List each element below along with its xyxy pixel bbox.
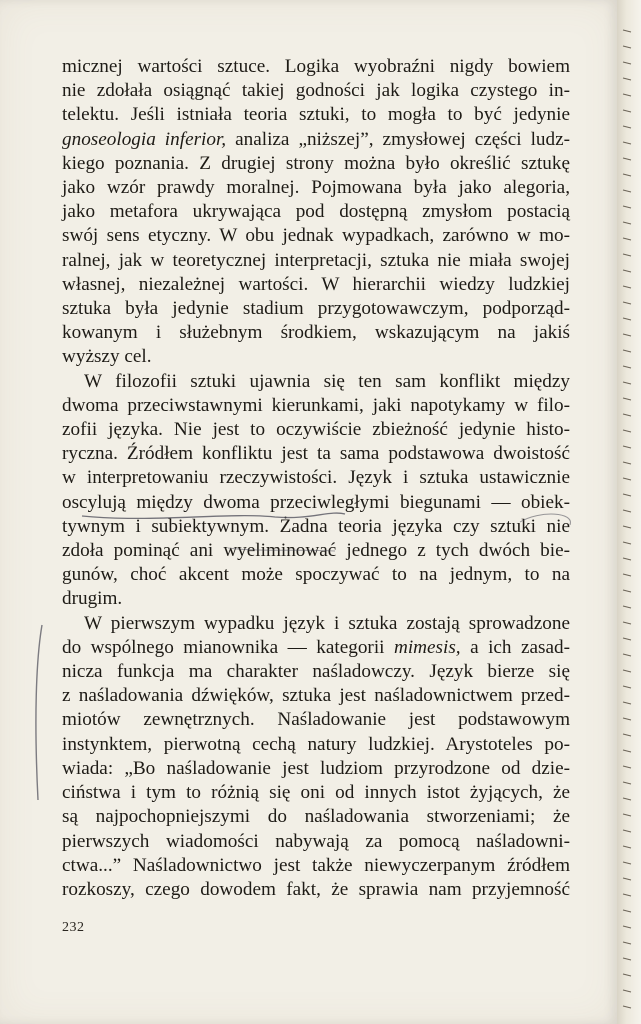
- stitch-mark: [623, 782, 631, 784]
- text-line: do wspólnego mianownika — kategorii mimesis, a ich zasad-: [62, 636, 570, 658]
- pencil-bracket-left-margin: [36, 625, 42, 800]
- stitch-mark: [623, 830, 631, 832]
- text-line: wyższy cel.: [62, 346, 152, 368]
- stitch-mark: [623, 702, 631, 704]
- text-line: ralnej, jak w teoretycznej interpretacji, sztuka nie miała swojej: [62, 249, 570, 271]
- stitch-mark: [623, 590, 631, 592]
- stitch-mark: [623, 318, 631, 320]
- text-line: zdoła pominąć ani wyeliminować jednego z tych dwóch bie-: [62, 540, 570, 562]
- stitch-mark: [623, 926, 631, 928]
- stitch-mark: [623, 478, 631, 480]
- text-line: w interpretowaniu rzeczywistości. Język i sztuka ustawicznie: [62, 467, 570, 489]
- stitch-mark: [623, 382, 631, 384]
- text-line: nicza funkcja ma charakter naśladowczy. Język bierze się: [62, 661, 570, 683]
- stitch-mark: [623, 46, 631, 48]
- text-line: instynktem, pierwotną cechą natury ludzkiej. Arystoteles po-: [62, 733, 570, 755]
- stitch-mark: [623, 814, 631, 816]
- stitch-mark: [623, 270, 631, 272]
- stitch-mark: [623, 910, 631, 912]
- text-line: własnej, niezależnej wartości. W hierarchii wiedzy ludzkiej: [62, 273, 570, 295]
- stitch-mark: [623, 206, 631, 208]
- stitch-mark: [623, 958, 631, 960]
- text-line: rozkoszy, czego dowodem fakt, że sprawia nam przyjemność: [62, 878, 570, 900]
- stitch-mark: [623, 654, 631, 656]
- text-line: wiada: „Bo naśladowanie jest ludziom przyrodzone od dzie-: [62, 757, 570, 779]
- text-line: zofii języka. Nie jest to oczywiście zbieżność jedynie histo-: [62, 419, 570, 441]
- stitch-mark: [623, 286, 631, 288]
- text-line: nie zdołała osiągnąć takiej godności jak logika czystego in-: [62, 80, 570, 102]
- text-line: oscylują między dwoma przeciwległymi biegunami — obiek-: [62, 491, 570, 513]
- stitch-mark: [623, 174, 631, 176]
- stitch-mark: [623, 110, 631, 112]
- text-line: sztuka była jedynie stadium przygotowawczym, podporząd-: [62, 298, 570, 320]
- stitch-mark: [623, 558, 631, 560]
- stitch-mark: [623, 750, 631, 752]
- page-number: 232: [62, 920, 85, 935]
- text-line: W filozofii sztuki ujawnia się ten sam konflikt między: [84, 370, 570, 392]
- stitch-mark: [623, 446, 631, 448]
- stitch-mark: [623, 990, 631, 992]
- stitch-mark: [623, 30, 631, 32]
- stitch-mark: [623, 350, 631, 352]
- stitch-mark: [623, 302, 631, 304]
- text-line: jako metafora ukrywająca pod dostępną zmysłom postacią: [62, 201, 570, 223]
- stitch-mark: [623, 334, 631, 336]
- stitch-mark: [623, 414, 631, 416]
- stitch-mark: [623, 462, 631, 464]
- stitch-mark: [623, 494, 631, 496]
- text-line: jako wzór prawdy moralnej. Pojmowana była jako alegoria,: [62, 177, 570, 199]
- stitch-mark: [623, 974, 631, 976]
- text-line: micznej wartości sztuce. Logika wyobraźni nigdy bowiem: [62, 56, 570, 77]
- stitch-mark: [623, 862, 631, 864]
- stitch-mark: [623, 1006, 631, 1008]
- stitch-mark: [623, 398, 631, 400]
- stitch-mark: [623, 894, 631, 896]
- stitch-mark: [623, 430, 631, 432]
- text-line: pierwszych wiadomości nabywają za pomocą naśladowni-: [62, 830, 570, 852]
- stitch-mark: [623, 622, 631, 624]
- stitch-mark: [623, 526, 631, 528]
- stitch-mark: [623, 190, 631, 192]
- text-line: kowanym i służebnym środkiem, wskazującym na jakiś: [62, 322, 570, 344]
- stitch-mark: [623, 94, 631, 96]
- stitch-mark: [623, 126, 631, 128]
- text-line: ctwa...” Naśladownictwo jest także niewyczerpanym źródłem: [62, 854, 570, 876]
- stitch-mark: [623, 222, 631, 224]
- text-line: gnoseologia inferior, analiza „niższej”, zmysłowej części ludz-: [62, 128, 570, 150]
- text-line: z naśladowania dźwięków, sztuka jest naśladownictwem przed-: [62, 685, 570, 707]
- text-line: dwoma przeciwstawnymi kierunkami, jaki napotykamy w filo-: [62, 394, 570, 416]
- text-line: są najpochopniejszymi do naśladowania stworzeniami; że: [62, 806, 570, 828]
- stitch-mark: [623, 366, 631, 368]
- stitch-mark: [623, 766, 631, 768]
- stitch-mark: [623, 510, 631, 512]
- stitch-mark: [623, 878, 631, 880]
- stitch-mark: [623, 78, 631, 80]
- stitch-mark: [623, 574, 631, 576]
- text-line: drugim.: [62, 588, 123, 610]
- text-line: miotów zewnętrznych. Naśladowanie jest podstawowym: [62, 709, 570, 731]
- stitch-mark: [623, 798, 631, 800]
- text-line: ryczna. Źródłem konfliktu jest ta sama podstawowa dwoistość: [62, 443, 570, 465]
- stitch-mark: [623, 942, 631, 944]
- text-line: gunów, choć akcent może spoczywać to na jednym, to na: [62, 564, 570, 586]
- stitch-mark: [623, 670, 631, 672]
- text-line: kiego poznania. Z drugiej strony można było określić sztukę: [62, 152, 570, 174]
- stitch-mark: [623, 62, 631, 64]
- stitch-mark: [623, 606, 631, 608]
- stitch-mark: [623, 142, 631, 144]
- stitch-mark: [623, 158, 631, 160]
- text-line: telektu. Jeśli istniała teoria sztuki, to mogła to być jedynie: [62, 104, 570, 126]
- text-line: tywnym i subiektywnym. Żadna teoria języka czy sztuki nie: [62, 515, 570, 537]
- text-line: ciństwa i tym to różnią się oni od innych istot żyjących, że: [62, 782, 570, 804]
- stitch-mark: [623, 846, 631, 848]
- stitch-mark: [623, 254, 631, 256]
- stitch-mark: [623, 734, 631, 736]
- binding-stitch-marks: [617, 0, 641, 1024]
- body-text: [62, 55, 570, 902]
- stitch-mark: [623, 238, 631, 240]
- stitch-mark: [623, 542, 631, 544]
- stitch-mark: [623, 718, 631, 720]
- text-line: W pierwszym wypadku język i sztuka zostają sprowadzone: [84, 612, 570, 634]
- text-line: swój sens etyczny. W obu jednak wypadkach, zarówno w mo-: [62, 225, 570, 247]
- stitch-mark: [623, 686, 631, 688]
- stitch-mark: [623, 638, 631, 640]
